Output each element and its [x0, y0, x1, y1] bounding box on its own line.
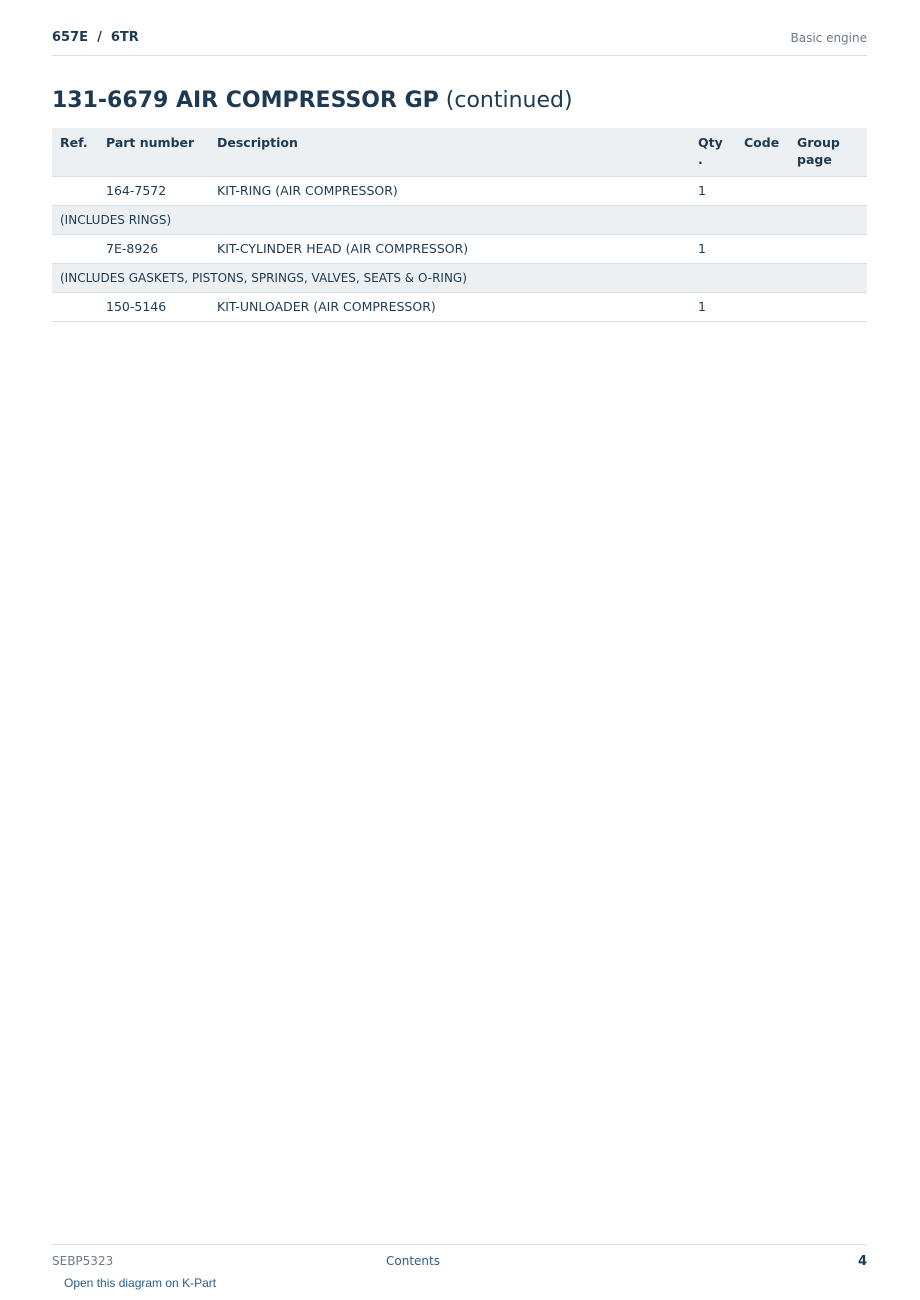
column-header-ref: Ref. — [52, 128, 98, 177]
table-row — [52, 177, 867, 206]
cell-ref — [52, 177, 98, 206]
column-header-description: Description — [209, 128, 690, 177]
continued-label: (continued) — [445, 88, 573, 113]
cell-description: KIT-UNLOADER (AIR COMPRESSOR) — [209, 293, 690, 322]
cell-code — [736, 235, 789, 264]
cell-part-number[interactable]: 7E-8926 — [98, 235, 209, 264]
cell-part-number[interactable]: 164-7572 — [98, 177, 209, 206]
group-title: 131-6679 AIR COMPRESSOR GP — [52, 88, 439, 113]
column-header-part-number: Part number — [98, 128, 209, 177]
cell-group-page — [789, 293, 867, 322]
document-number: SEBP5323 — [52, 1254, 114, 1268]
column-header-qty: Qty . — [690, 128, 736, 177]
cell-qty: 1 — [690, 235, 736, 264]
table-row — [52, 293, 867, 322]
cell-description: KIT-CYLINDER HEAD (AIR COMPRESSOR) — [209, 235, 690, 264]
cell-part-number[interactable]: 150-5146 — [98, 293, 209, 322]
cell-qty: 1 — [690, 177, 736, 206]
page-number: 4 — [857, 1254, 867, 1269]
cell-qty: 1 — [690, 293, 736, 322]
cell-description: KIT-RING (AIR COMPRESSOR) — [209, 177, 690, 206]
column-header-code: Code — [736, 128, 789, 177]
cell-code — [736, 177, 789, 206]
page-header — [52, 28, 867, 56]
table-header-row — [52, 128, 867, 177]
note-text: (INCLUDES GASKETS, PISTONS, SPRINGS, VALVES, SEATS & O-RING) — [52, 264, 867, 293]
parts-table — [52, 128, 867, 322]
cell-group-page — [789, 235, 867, 264]
cell-group-page — [789, 177, 867, 206]
page-footer — [52, 1244, 867, 1267]
page-title — [52, 88, 573, 113]
note-text: (INCLUDES RINGS) — [52, 206, 867, 235]
table-note-row — [52, 206, 867, 235]
model-label: 657E / 6TR — [52, 30, 139, 45]
cell-ref — [52, 235, 98, 264]
table-row — [52, 235, 867, 264]
cell-ref — [52, 293, 98, 322]
contents-link[interactable]: Contents — [386, 1254, 440, 1268]
cell-code — [736, 293, 789, 322]
kpart-diagram-link[interactable]: Open this diagram on K-Part — [64, 1276, 217, 1290]
section-label: Basic engine — [790, 31, 867, 45]
table-note-row — [52, 264, 867, 293]
column-header-group-page: Group page — [789, 128, 867, 177]
